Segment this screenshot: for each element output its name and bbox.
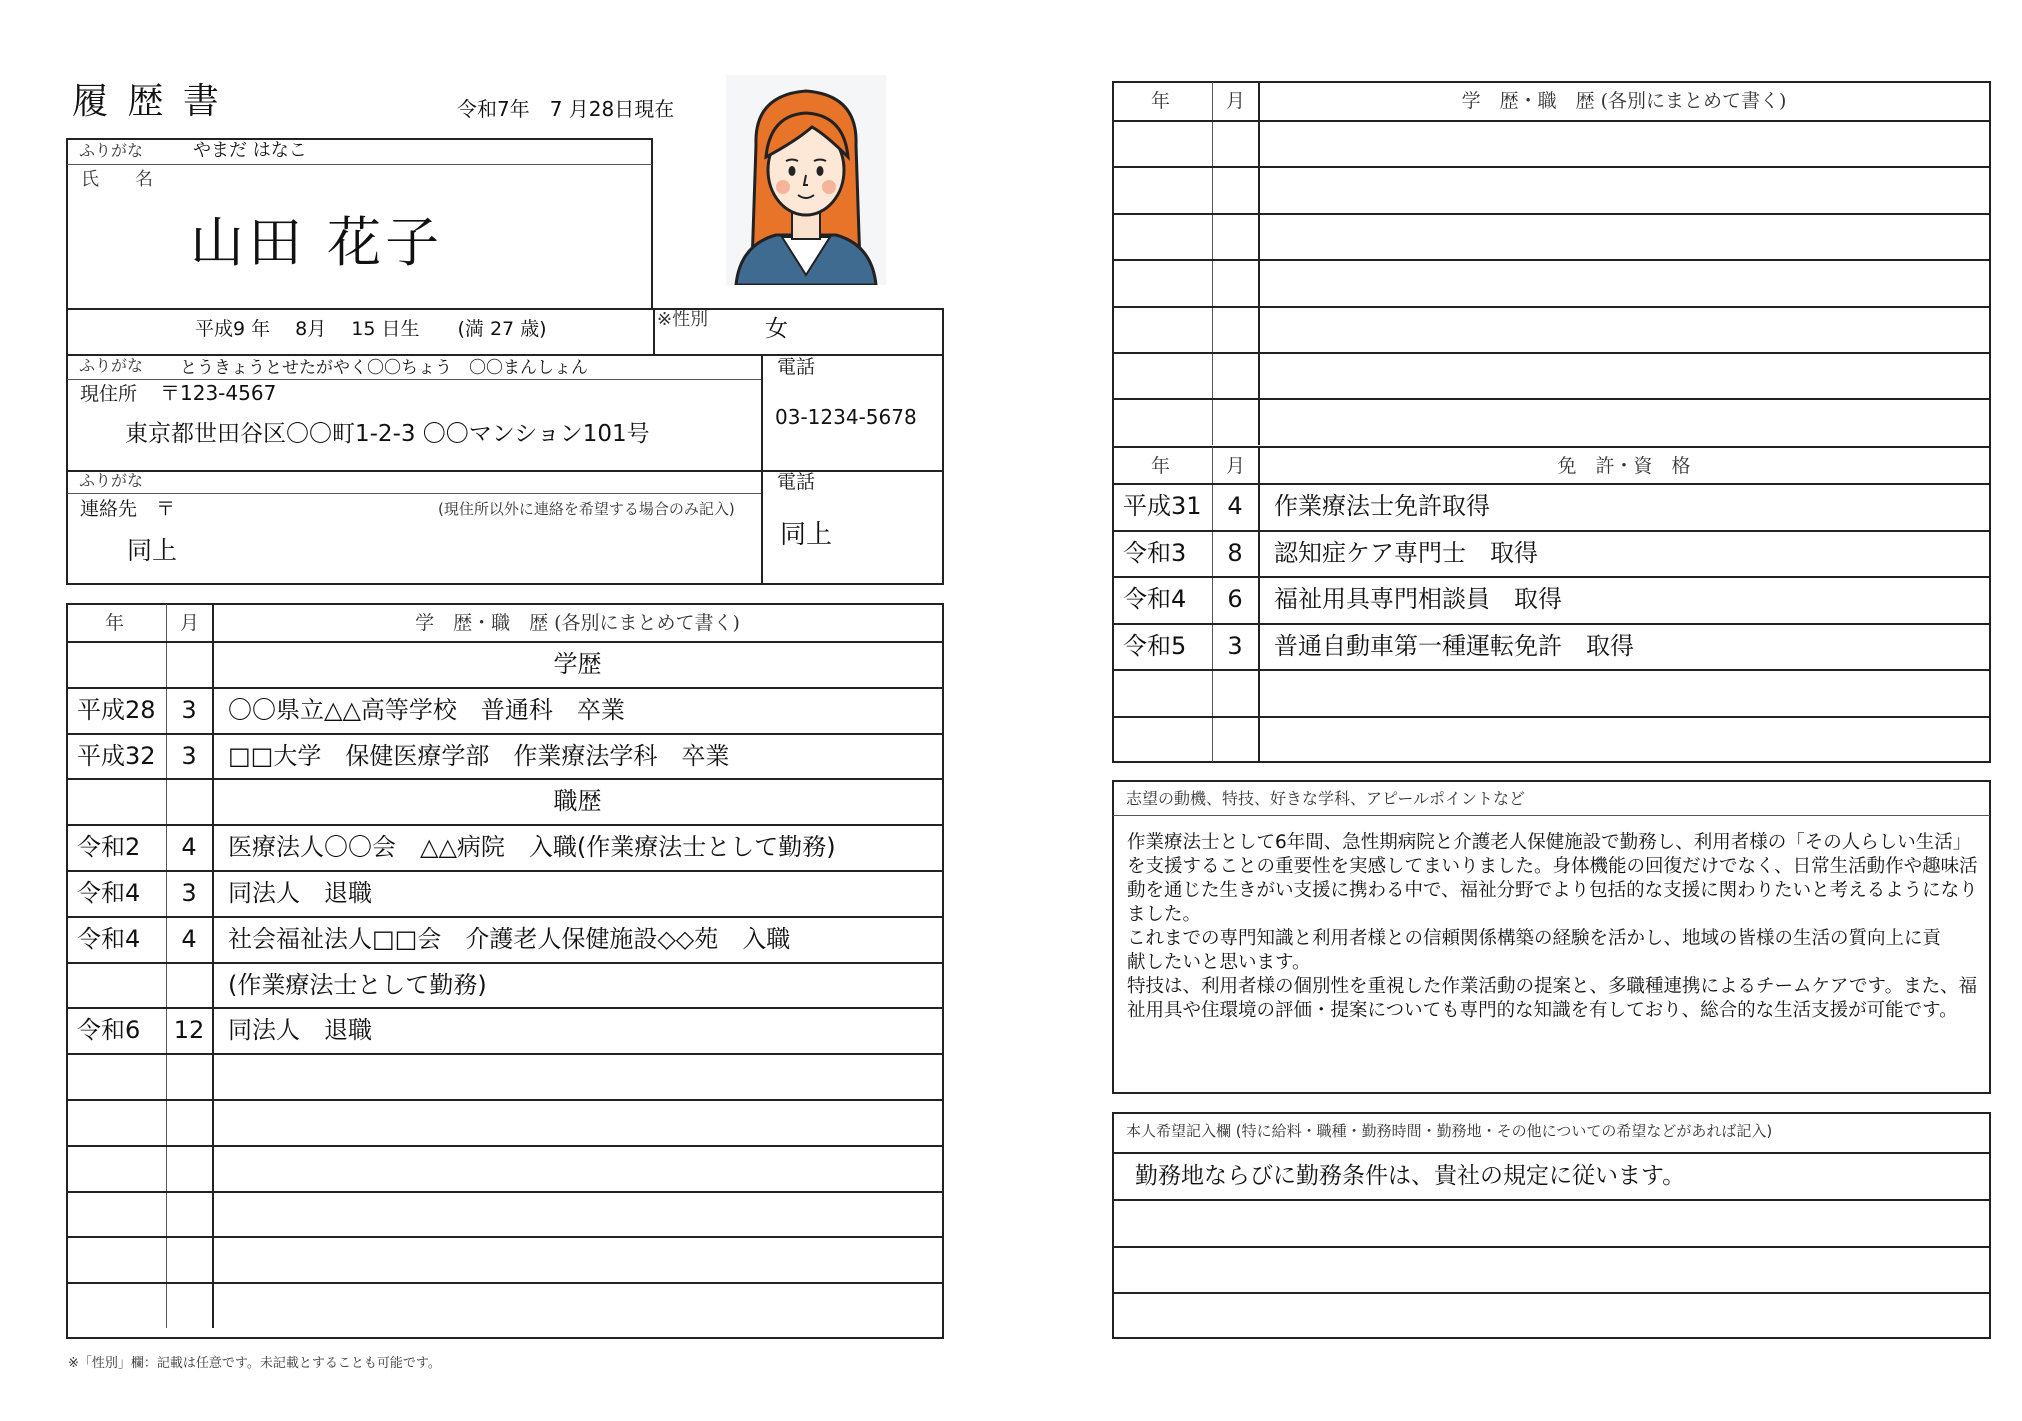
address-furigana-label: ふりがな (79, 356, 144, 375)
address-postal: 〒123-4567 (160, 381, 277, 405)
woman-portrait-icon (726, 75, 886, 285)
contact-furigana-label: ふりがな (79, 471, 144, 490)
contact-phone: 同上 (780, 520, 833, 550)
contact-phone-label: 電話 (777, 471, 816, 493)
history-left-row-month: 3 (181, 741, 197, 770)
license-row-year: 令和4 (1123, 585, 1187, 613)
history-left-row-year: 令和4 (77, 924, 141, 953)
history-right-header-content: 学 歴・職 歴 (各別にまとめて書く) (1461, 90, 1787, 112)
address-furigana: とうきょうとせたがやく〇〇ちょう 〇〇まんしょん (180, 358, 588, 378)
history-left-row-content: 医療法人〇〇会 △△病院 入職(作業療法士として勤務) (228, 833, 836, 862)
motivation-line: ました。 (1127, 904, 1202, 925)
motivation-line: 祉用具や住環境の評価・提案についても専門的な知識を有しており、総合的な生活支援が可能です。 (1127, 1000, 1958, 1021)
date-text: 令和7年 7 月28日現在 (457, 97, 675, 121)
license-row-month: 3 (1227, 631, 1243, 660)
page-title: 履 歴 書 (72, 81, 223, 122)
history-left-row-content: 同法人 退職 (228, 1016, 372, 1045)
motivation-text (1127, 831, 1982, 1023)
motivation-label: 志望の動機、特技、好きな学科、アピールポイントなど (1126, 789, 1526, 808)
contact-label: 連絡先 〒 (80, 498, 176, 520)
history-table-right (1112, 81, 1991, 448)
wishes-value: 勤務地ならびに勤務条件は、貴社の規定に従います。 (1135, 1163, 1686, 1189)
history-left-header-month: 月 (180, 612, 200, 634)
history-left-row-month: 4 (181, 833, 197, 862)
motivation-line: を支援することの重要性を実感してまいりました。身体機能の回復だけでなく、日常生活動作や趣味活 (1127, 856, 1978, 877)
motivation-line: これまでの専門知識と利用者様との信頼関係構築の経験を活かし、地域の皆様の生活の質向上に貢 (1127, 928, 1942, 949)
history-left-row-content: (作業療法士として勤務) (228, 970, 487, 999)
history-left-row-content: 同法人 退職 (228, 879, 372, 907)
photo (726, 75, 886, 285)
license-row-month: 4 (1227, 492, 1243, 520)
address-value: 東京都世田谷区〇〇町1-2-3 〇〇マンション101号 (125, 421, 650, 447)
name-furigana-label: ふりがな (79, 141, 144, 160)
license-header-year: 年 (1151, 455, 1171, 477)
history-left-row-year: 令和4 (77, 879, 141, 907)
wishes-box (1112, 1112, 1991, 1339)
license-row-content: 福祉用具専門相談員 取得 (1274, 585, 1562, 613)
license-row-year: 平成31 (1123, 492, 1202, 520)
history-left-row-year: 平成32 (77, 741, 156, 770)
history-left-row-year: 平成28 (77, 695, 156, 724)
history-left-row-month: 4 (181, 924, 197, 953)
contact-value: 同上 (127, 536, 178, 565)
history-left-section-heading: 職歴 (553, 787, 602, 816)
address-label: 現住所 (80, 383, 138, 405)
history-left-row-content: 〇〇県立△△高等学校 普通科 卒業 (228, 695, 625, 724)
history-left-row-content: □□大学 保健医療学部 作業療法学科 卒業 (228, 741, 730, 770)
license-row-month: 6 (1227, 585, 1243, 613)
history-left-row-month: 3 (181, 695, 197, 724)
license-row-content: 認知症ケア専門士 取得 (1274, 538, 1538, 567)
license-row-month: 8 (1227, 538, 1243, 567)
motivation-line: 作業療法士として6年間、急性期病院と介護老人保健施設で勤務し、利用者様の「その人らしい生活」 (1127, 832, 1972, 853)
name-value: 山田 花子 (190, 211, 444, 274)
license-row-year: 令和5 (1123, 631, 1187, 660)
history-left-row-month: 12 (173, 1016, 205, 1045)
motivation-line: 動を通じた生きがい支援に携わる中で、福祉分野でより包括的な支援に関わりたいと考えるようになり (1127, 880, 1978, 901)
history-left-header-content: 学 歴・職 歴 (各別にまとめて書く) (415, 612, 740, 634)
history-left-row-month: 3 (181, 879, 197, 907)
history-right-header-year: 年 (1151, 90, 1171, 112)
name-furigana: やまだ はなこ (193, 140, 307, 161)
history-left-header-year: 年 (105, 612, 125, 634)
address-phone: 03-1234-5678 (775, 405, 917, 429)
wishes-label: 本人希望記入欄 (特に給料・職種・勤務時間・勤務地・その他についての希望などがあれば記入) (1126, 1122, 1773, 1140)
license-header-content: 免 許・資 格 (1557, 455, 1691, 477)
history-left-section-heading: 学歴 (553, 650, 602, 678)
name-label: 氏 名 (81, 169, 153, 190)
history-right-header-month: 月 (1226, 90, 1246, 112)
license-header-month: 月 (1226, 455, 1246, 477)
address-phone-label: 電話 (777, 356, 816, 378)
birth-text: 平成9 年 8月 15 日生 (満 27 歳) (195, 318, 547, 340)
license-row-year: 令和3 (1123, 538, 1187, 567)
gender-label: ※性別 (657, 309, 709, 330)
gender-value: 女 (765, 316, 788, 342)
motivation-line: 特技は、利用者様の個別性を重視した作業活動の提案と、多職種連携によるチームケアです。また、福 (1127, 976, 1978, 997)
history-left-row-year: 令和6 (77, 1016, 141, 1045)
history-left-row-year: 令和2 (77, 833, 141, 862)
footnote: ※「性別」欄：記載は任意です。未記載とすることも可能です。 (68, 1356, 441, 1371)
license-row-content: 作業療法士免許取得 (1274, 492, 1490, 520)
motivation-line: 献したいと思います。 (1127, 952, 1311, 973)
license-row-content: 普通自動車第一種運転免許 取得 (1274, 631, 1634, 660)
contact-note: (現住所以外に連絡を希望する場合のみ記入) (438, 500, 735, 518)
history-left-row-content: 社会福祉法人□□会 介護老人保健施設◇◇苑 入職 (228, 924, 791, 953)
